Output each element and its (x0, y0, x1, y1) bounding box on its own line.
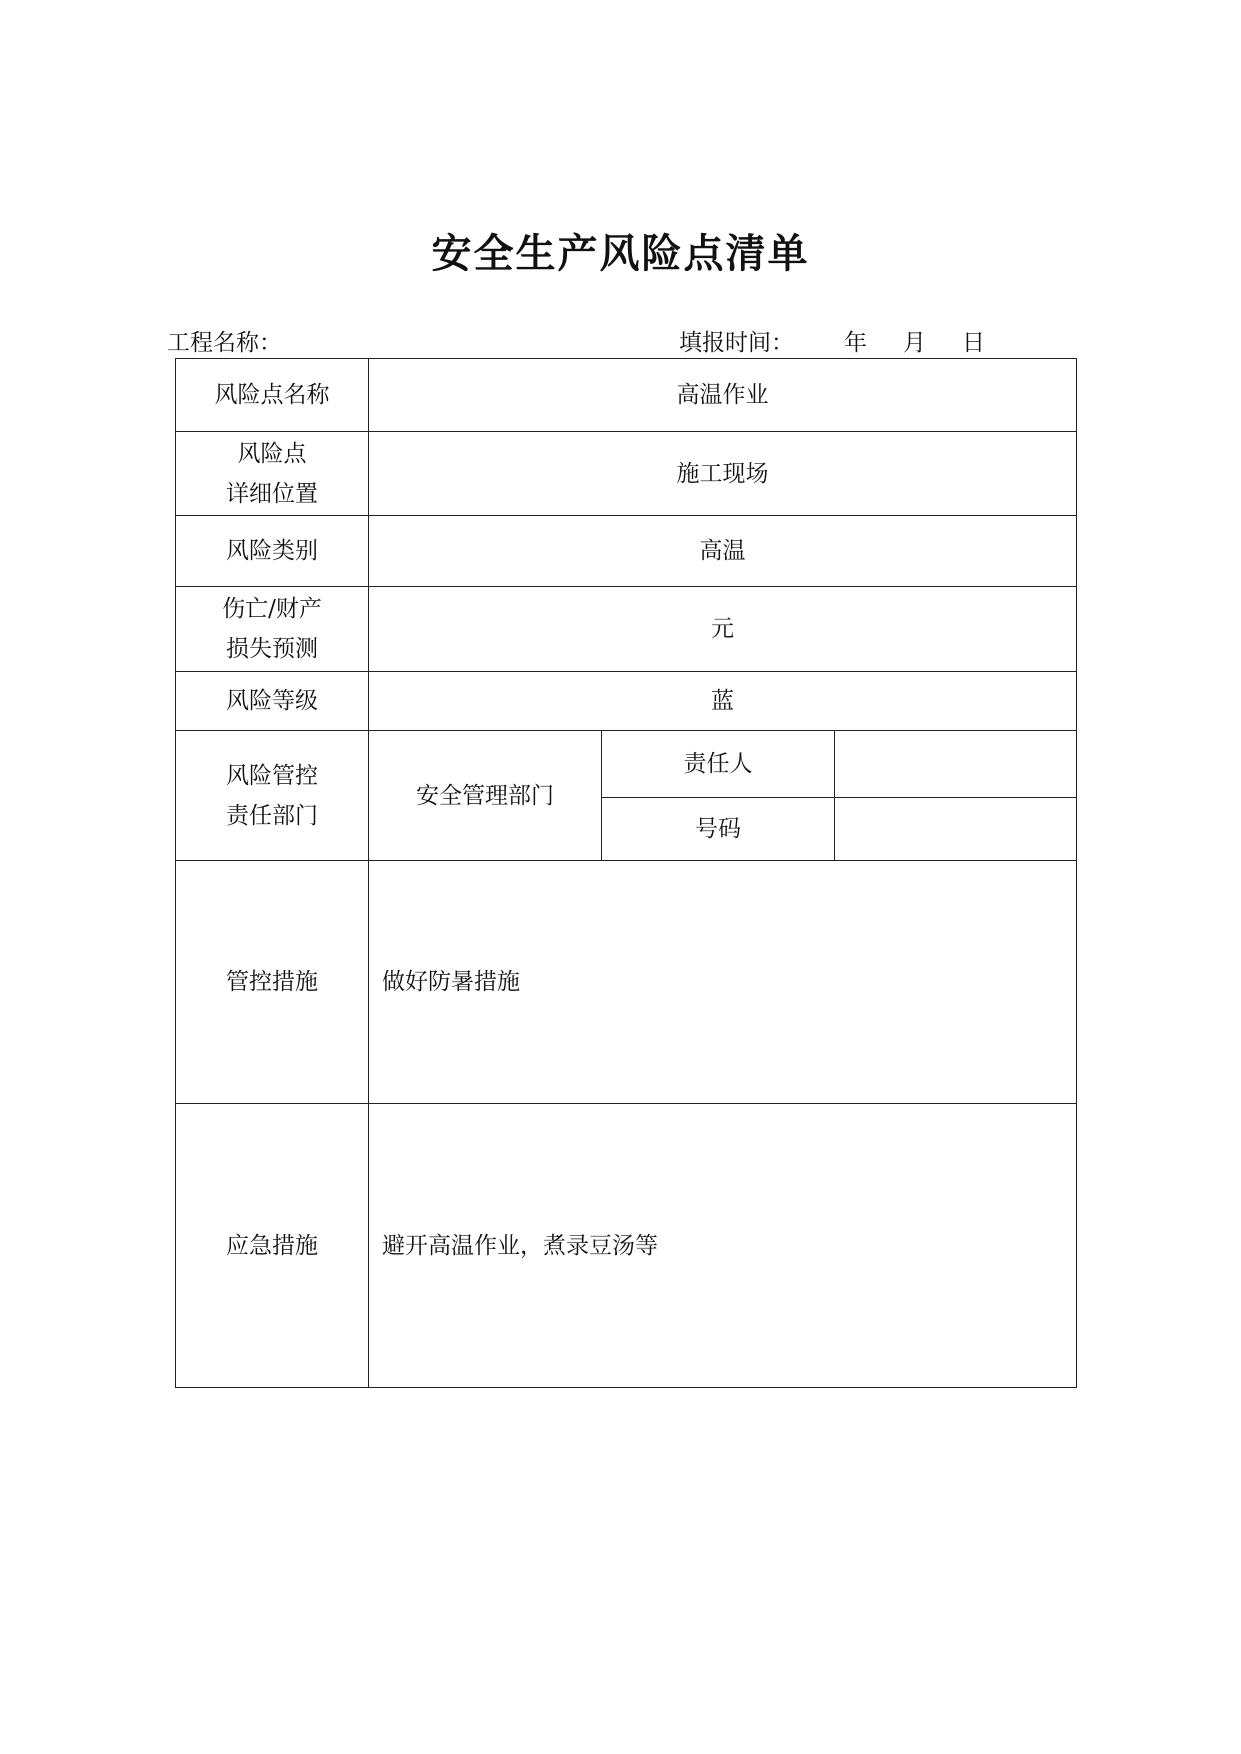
level-value: 蓝 (369, 672, 1077, 731)
location-value: 施工现场 (369, 432, 1077, 516)
fill-time-row (679, 324, 985, 357)
table-row (176, 587, 1077, 672)
dept-label (176, 731, 369, 861)
table-row (176, 731, 1077, 798)
phone-value (835, 798, 1077, 861)
loss-label (176, 587, 369, 672)
table-row (176, 516, 1077, 587)
level-label: 风险等级 (176, 672, 369, 731)
location-label-line2: 详细位置 (226, 480, 318, 507)
location-label (176, 432, 369, 516)
risk-point-table (175, 358, 1077, 1388)
risk-point-name-label: 风险点名称 (176, 359, 369, 432)
location-label-line1: 风险点 (237, 440, 307, 467)
responsible-value (835, 731, 1077, 798)
responsible-label: 责任人 (602, 731, 835, 798)
control-value: 做好防暑措施 (369, 861, 1077, 1104)
table-row (176, 432, 1077, 516)
loss-label-line2: 损失预测 (226, 636, 318, 662)
dept-label-line1: 风险管控 (226, 762, 318, 789)
table-row (176, 359, 1077, 432)
day-label: 日 (962, 330, 985, 356)
table-row (176, 672, 1077, 731)
loss-value: 元 (369, 587, 1077, 672)
loss-label-line1: 伤亡/财产 (222, 596, 322, 622)
table-row (176, 1104, 1077, 1388)
fill-time-label: 填报时间： (679, 330, 794, 356)
category-label: 风险类别 (176, 516, 369, 587)
phone-label: 号码 (602, 798, 835, 861)
dept-label-line2: 责任部门 (226, 802, 318, 829)
emergency-value: 避开高温作业，煮录豆汤等 (369, 1104, 1077, 1388)
category-value: 高温 (369, 516, 1077, 587)
year-label: 年 (844, 330, 867, 356)
emergency-label: 应急措施 (176, 1104, 369, 1388)
document-title: 安全生产风险点清单 (431, 230, 810, 277)
dept-value: 安全管理部门 (369, 731, 602, 861)
month-label: 月 (903, 330, 926, 356)
project-name-label: 工程名称： (167, 330, 282, 356)
control-label: 管控措施 (176, 861, 369, 1104)
risk-point-name-value: 高温作业 (369, 359, 1077, 432)
table-row (176, 861, 1077, 1104)
